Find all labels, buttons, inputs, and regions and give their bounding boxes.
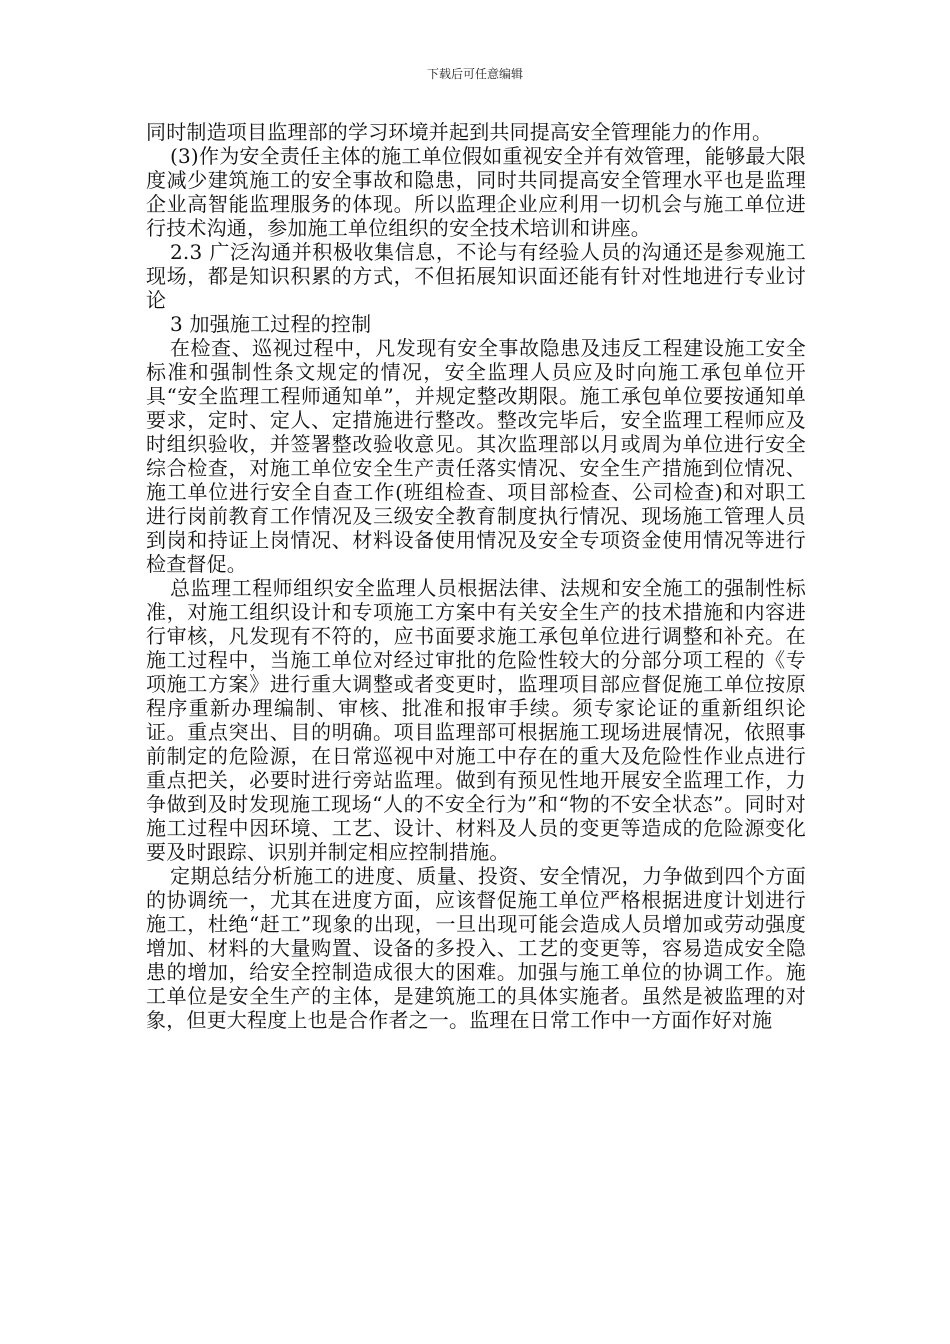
document-body <box>146 120 806 1032</box>
section-heading: 3 加强施工过程的控制 <box>170 312 372 336</box>
page-header: 下载后可任意编辑 <box>426 67 523 81</box>
paragraph: 同时制造项目监理部的学习环境并起到共同提高安全管理能力的作用。 <box>146 120 773 144</box>
paragraph: 在检查、巡视过程中，凡发现有安全事故隐患及违反工程建设施工安全标准和强制性条文规定的情况，安全监理人员应及时向施工承包单位开具“安全监理工程师通知单”，并规定整改期限。施工承包单位要按通知单要求，定时、定人、定措施进行整改。整改完毕后，安全监理工程师应及时组织验收，并签署整改验收意见。其次监理部以月或周为单位进行安全综合检查，对施工单位安全生产责任落实情况、安全生产措施到位情况、施工单位进行安全自查工作(班组检查、项目部检查、公司检查)和对职工进行岗前教育工作情况及三级安全教育制度执行情况、现场施工管理人员到岗和持证上岗情况、材料设备使用情况及安全专项资金使用情况等进行检查督促。 <box>146 336 806 576</box>
paragraph: 2.3 广泛沟通并积极收集信息，不论与有经验人员的沟通还是参观施工现场，都是知识积累的方式，不但拓展知识面还能有针对性地进行专业讨论 <box>146 240 806 312</box>
paragraph: 总监理工程师组织安全监理人员根据法律、法规和安全施工的强制性标准，对施工组织设计和专项施工方案中有关安全生产的技术措施和内容进行审核，凡发现有不符的，应书面要求施工承包单位进行调整和补充。在施工过程中，当施工单位对经过审批的危险性较大的分部分项工程的《专项施工方案》进行重大调整或者变更时，监理项目部应督促施工单位按原程序重新办理编制、审核、批准和报审手续。须专家论证的重新组织论证。重点突出、目的明确。项目监理部可根据施工现场进展情况，依照事前制定的危险源，在日常巡视中对施工中存在的重大及危险性作业点进行重点把关，必要时进行旁站监理。做到有预见性地开展安全监理工作，力争做到及时发现施工现场“人的不安全行为”和“物的不安全状态”。同时对施工过程中因环境、工艺、设计、材料及人员的变更等造成的危险源变化要及时跟踪、识别并制定相应控制措施。 <box>146 576 806 864</box>
paragraph: (3)作为安全责任主体的施工单位假如重视安全并有效管理，能够最大限度减少建筑施工的安全事故和隐患，同时共同提高安全管理水平也是监理企业高智能监理服务的体现。所以监理企业应利用一切机会与施工单位进行技术沟通，参加施工单位组织的安全技术培训和讲座。 <box>146 144 806 240</box>
paragraph: 定期总结分析施工的进度、质量、投资、安全情况，力争做到四个方面的协调统一，尤其在进度方面，应该督促施工单位严格根据进度计划进行施工，杜绝“赶工”现象的出现，一旦出现可能会造成人员增加或劳动强度增加、材料的大量购置、设备的多投入、工艺的变更等，容易造成安全隐患的增加，给安全控制造成很大的困难。加强与施工单位的协调工作。施工单位是安全生产的主体，是建筑施工的具体实施者。虽然是被监理的对象，但更大程度上也是合作者之一。监理在日常工作中一方面作好对施 <box>146 864 806 1032</box>
